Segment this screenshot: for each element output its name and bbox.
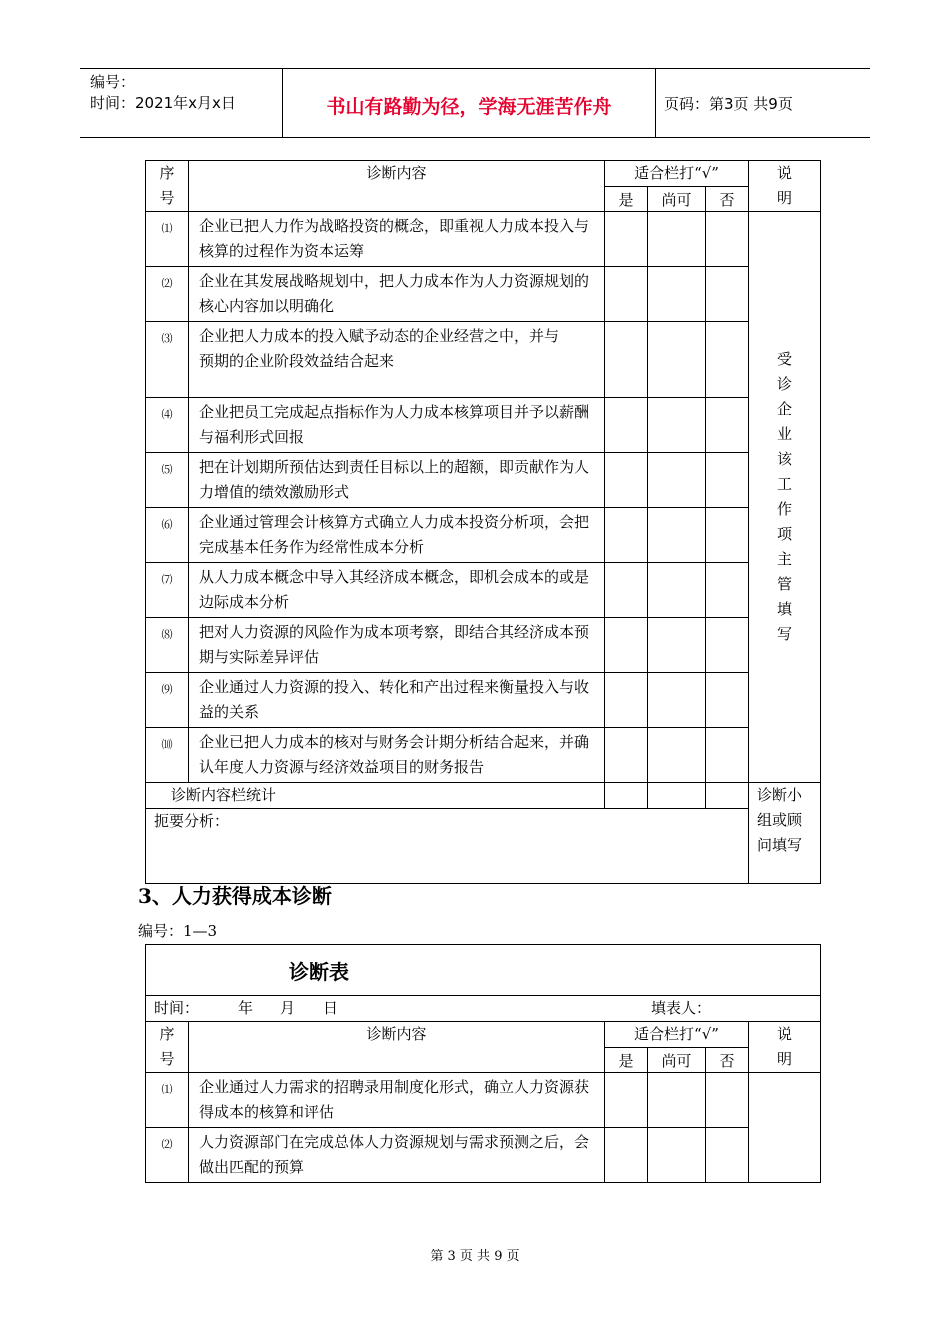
row-content: 把对人力资源的风险作为成本项考察，即结合其经济成本预期与实际差异评估 [189, 618, 605, 673]
check-cell-yes[interactable] [605, 398, 648, 453]
check-cell-no[interactable] [706, 728, 749, 783]
check-cell-yes[interactable] [605, 267, 648, 322]
row-content: 把在计划期所预估达到责任目标以上的超额，即贡献作为人力增值的绩效激励形式 [189, 453, 605, 508]
row-content: 从人力成本概念中导入其经济成本概念，即机会成本的或是边际成本分析 [189, 563, 605, 618]
table-row [146, 322, 821, 398]
code-label: 编号： [90, 73, 136, 91]
table-row [146, 728, 821, 783]
col-ok-header: 尚可 [648, 187, 706, 212]
row-content: 企业已把人力作为战略投资的概念，即重视人力成本投入与核算的过程作为资本运筹 [189, 212, 605, 267]
check-cell-no[interactable] [706, 267, 749, 322]
check-cell-yes[interactable] [605, 728, 648, 783]
check-cell-yes[interactable] [605, 563, 648, 618]
check-cell-ok[interactable] [648, 212, 706, 267]
row-content: 企业通过人力资源的投入、转化和产出过程来衡量投入与收益的关系 [189, 673, 605, 728]
check-cell-no[interactable] [706, 212, 749, 267]
time-label: 时间：2021年x月x日 [90, 94, 236, 112]
summary-yes-cell[interactable] [605, 783, 648, 809]
row-content: 企业通过管理会计核算方式确立人力成本投资分析项，会把完成基本任务作为经常性成本分析 [189, 508, 605, 563]
row-number: ⑶ [146, 322, 189, 398]
check-cell-ok[interactable] [648, 563, 706, 618]
time-label: 时间： [154, 999, 200, 1017]
summary-label: 诊断内容栏统计 [146, 783, 605, 809]
check-cell-yes[interactable] [605, 618, 648, 673]
col-note-header: 说 明 [749, 1022, 821, 1073]
row-number: ⑻ [146, 618, 189, 673]
check-cell-no[interactable] [706, 563, 749, 618]
check-cell-no[interactable] [706, 1128, 749, 1183]
section-title: 3、人力获得成本诊断 [138, 884, 332, 908]
col-seq-header: 序 号 [146, 1022, 189, 1073]
row-number: ⑵ [146, 1128, 189, 1183]
check-cell-no[interactable] [706, 508, 749, 563]
check-cell-yes[interactable] [605, 212, 648, 267]
col-content-header: 诊断内容 [189, 1022, 605, 1073]
table-row [146, 212, 821, 267]
row-number: ⑽ [146, 728, 189, 783]
row-note [749, 1073, 821, 1183]
check-cell-no[interactable] [706, 453, 749, 508]
summary-ok-cell[interactable] [648, 783, 706, 809]
check-cell-yes[interactable] [605, 1073, 648, 1128]
check-cell-yes[interactable] [605, 1128, 648, 1183]
motto: 书山有路勤为径，学海无涯苦作舟 [283, 69, 656, 137]
col-note-header: 说 明 [749, 161, 821, 212]
check-cell-ok[interactable] [648, 453, 706, 508]
row-number: ⑸ [146, 453, 189, 508]
col-ok-header: 尚可 [648, 1048, 706, 1073]
check-cell-yes[interactable] [605, 453, 648, 508]
check-cell-ok[interactable] [648, 508, 706, 563]
row-number: ⑵ [146, 267, 189, 322]
col-content-header: 诊断内容 [189, 161, 605, 212]
table-row [146, 1073, 821, 1128]
row-content: 企业把人力成本的投入赋予动态的企业经营之中，并与 预期的企业阶段效益结合起来 [189, 322, 605, 398]
check-cell-ok[interactable] [648, 728, 706, 783]
col-seq-header: 序 号 [146, 161, 189, 212]
check-cell-no[interactable] [706, 618, 749, 673]
table-row [146, 453, 821, 508]
analysis-label[interactable]: 扼要分析： [146, 809, 749, 884]
year-label: 年 [238, 999, 254, 1017]
summary-no-cell[interactable] [706, 783, 749, 809]
col-yes-header: 是 [605, 1048, 648, 1073]
table-row [146, 618, 821, 673]
row-content: 企业在其发展战略规划中，把人力成本作为人力资源规划的核心内容加以明确化 [189, 267, 605, 322]
check-cell-no[interactable] [706, 398, 749, 453]
row-number: ⑴ [146, 1073, 189, 1128]
check-cell-no[interactable] [706, 1073, 749, 1128]
col-check-header: 适合栏打“√” [605, 161, 749, 187]
row-number: ⑷ [146, 398, 189, 453]
row-number: ⑴ [146, 212, 189, 267]
check-cell-yes[interactable] [605, 673, 648, 728]
check-cell-ok[interactable] [648, 673, 706, 728]
header-meta [80, 69, 283, 137]
page-footer: 第 3 页 共 9 页 [430, 1249, 520, 1264]
summary-note: 诊断小组或顾问填写 [749, 783, 821, 884]
check-cell-yes[interactable] [605, 322, 648, 398]
col-yes-header: 是 [605, 187, 648, 212]
row-number: ⑹ [146, 508, 189, 563]
col-no-header: 否 [706, 1048, 749, 1073]
table-row [146, 673, 821, 728]
row-content: 人力资源部门在完成总体人力资源规划与需求预测之后，会做出匹配的预算 [189, 1128, 605, 1183]
table-title: 诊断表 [146, 945, 821, 996]
table-row [146, 1128, 821, 1183]
col-no-header: 否 [706, 187, 749, 212]
row-number: ⑺ [146, 563, 189, 618]
time-filler-row [146, 996, 821, 1022]
diagnosis-table-1 [145, 160, 821, 884]
day-label: 日 [323, 999, 339, 1017]
row-content: 企业已把人力成本的核对与财务会计期分析结合起来，并确认年度人力资源与经济效益项目的财务报告 [189, 728, 605, 783]
col-check-header: 适合栏打“√” [605, 1022, 749, 1048]
diagnosis-table-2 [145, 944, 821, 1183]
page-info: 页码：第3页 共9页 [664, 94, 793, 113]
table-row [146, 267, 821, 322]
row-note: 受 诊 企 业 该 工 作 项 主 管 填 写 [749, 212, 821, 783]
check-cell-yes[interactable] [605, 508, 648, 563]
filler-label: 填表人： [651, 999, 712, 1017]
month-label: 月 [280, 999, 296, 1017]
check-cell-ok[interactable] [648, 618, 706, 673]
check-cell-ok[interactable] [648, 1073, 706, 1128]
row-content: 企业把员工完成起点指标作为人力成本核算项目并予以薪酬与福利形式回报 [189, 398, 605, 453]
check-cell-ok[interactable] [648, 398, 706, 453]
check-cell-ok[interactable] [648, 1128, 706, 1183]
table-row [146, 508, 821, 563]
table-row [146, 398, 821, 453]
row-content: 企业通过人力需求的招聘录用制度化形式，确立人力资源获得成本的核算和评估 [189, 1073, 605, 1128]
table-row [146, 563, 821, 618]
page-header [80, 68, 870, 138]
check-cell-ok[interactable] [648, 267, 706, 322]
check-cell-ok[interactable] [648, 322, 706, 398]
check-cell-no[interactable] [706, 673, 749, 728]
section-code: 编号：1—3 [138, 922, 218, 940]
check-cell-no[interactable] [706, 322, 749, 398]
row-number: ⑼ [146, 673, 189, 728]
